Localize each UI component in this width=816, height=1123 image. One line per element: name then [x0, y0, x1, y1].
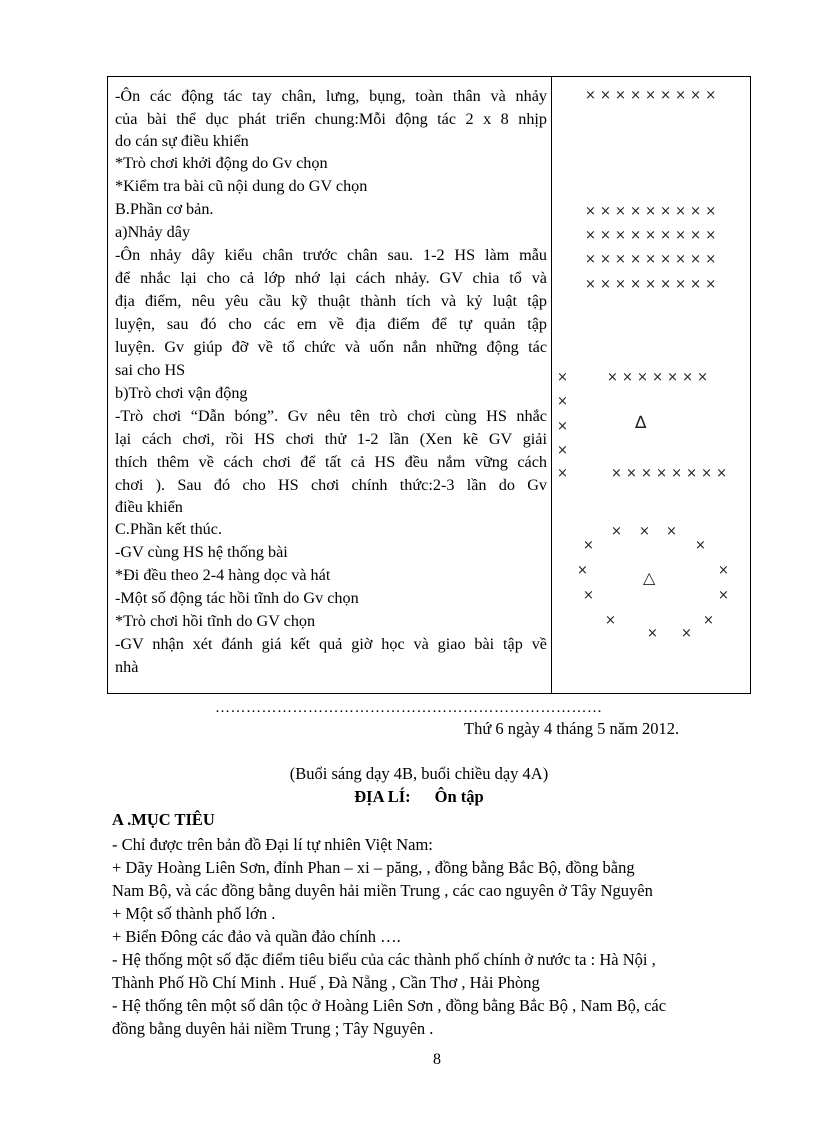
content-line: -Một số động tác hồi tĩnh do Gv chọn — [115, 589, 359, 607]
formation-mark: × — [557, 394, 568, 409]
content-line: lại cách chơi, rồi HS chơi thử 1-2 lần (Xen kẽ GV giải — [115, 430, 547, 448]
lesson-date: Thứ 6 ngày 4 tháng 5 năm 2012. — [464, 719, 680, 738]
content-line: điều khiển — [115, 498, 183, 516]
content-line: để nhắc lại cho cả lớp nhớ lại cách nhảy. GV chia tổ và — [115, 269, 547, 287]
objectives-text — [112, 833, 752, 1040]
content-line: do cán sự điều khiển — [115, 132, 249, 150]
content-line: của bài thể dục phát triển chung:Mỗi động tác 2 x 8 nhịp — [115, 110, 547, 128]
formation-mark: × — [557, 419, 568, 434]
circle-formation-mark: × — [695, 538, 706, 553]
formation-row: × × × × × × × × × — [585, 252, 717, 267]
content-line: -Ôn các động tác tay chân, lưng, bụng, toàn thân và nhảy — [115, 87, 547, 105]
page-number: 8 — [433, 1051, 441, 1068]
circle-formation-mark: × — [577, 563, 588, 578]
formation-row: × × × × × × × × × — [585, 228, 717, 243]
subject-topic: Ôn tập — [434, 787, 484, 806]
formation-row: × × × × × × × × × — [585, 204, 717, 219]
objective-line: Thành Phố Hồ Chí Minh . Huế , Đà Nẵng , Cần Thơ , Hải Phòng — [112, 973, 540, 992]
objective-line: - Hệ thống một số đặc điểm tiêu biểu của các thành phố chính ở nước ta : Hà Nội , — [112, 950, 656, 969]
circle-formation-mark: × — [666, 524, 677, 539]
content-line: sai cho HS — [115, 361, 186, 379]
subject-name: ĐỊA LÍ: — [354, 787, 411, 806]
objective-line: đồng bằng duyên hải niềm Trung ; Tây Nguyên . — [112, 1019, 434, 1038]
content-line: *Đi đều theo 2-4 hàng dọc và hát — [115, 566, 331, 584]
content-line: chơi ). Sau đó cho HS chơi chính thức:2-3 lần do Gv — [115, 476, 547, 494]
formation-row: × × × × × × × — [607, 370, 709, 385]
content-line: *Trò chơi hồi tĩnh do GV chọn — [115, 612, 316, 630]
objective-line: Nam Bộ, và các đồng bằng duyên hải miền Trung , các cao nguyên ở Tây Nguyên — [112, 881, 653, 900]
circle-formation-mark: × — [647, 626, 658, 641]
content-line: b)Trò chơi vận động — [115, 384, 248, 402]
content-line: -Trò chơi “Dẫn bóng”. Gv nêu tên trò chơi cùng HS nhắc — [115, 407, 547, 425]
content-line: a)Nhảy dây — [115, 223, 191, 241]
formation-mark: × — [557, 466, 568, 481]
content-line: -GV nhận xét đánh giá kết quả giờ học và giao bài tập về — [115, 635, 547, 653]
objective-line: + Một số thành phố lớn . — [112, 904, 276, 923]
circle-formation-mark: × — [605, 613, 616, 628]
formation-row: × × × × × × × × — [611, 466, 728, 481]
objective-line: + Biển Đông các đảo và quần đảo chính …. — [112, 927, 401, 946]
lesson-content-column — [115, 85, 547, 679]
objective-line: - Hệ thống tên một số dân tộc ở Hoàng Liên Sơn , đồng bằng Bắc Bộ , Nam Bộ, các — [112, 996, 667, 1015]
content-line: -Ôn nhảy dây kiểu chân trước chân sau. 1-2 HS làm mẫu — [115, 246, 547, 264]
circle-formation-mark: × — [681, 626, 692, 641]
teacher-marker-icon: △ — [643, 568, 656, 587]
content-line: nhà — [115, 658, 139, 676]
formation-mark: × — [557, 370, 568, 385]
circle-formation-mark: × — [703, 613, 714, 628]
circle-formation-mark: × — [718, 563, 729, 578]
teacher-marker-icon: ∆ — [635, 413, 647, 433]
separator-dots: ………………………………………………………………… — [215, 700, 603, 716]
circle-formation-mark: × — [611, 524, 622, 539]
session-note: (Buổi sáng dạy 4B, buổi chiều dạy 4A) — [289, 764, 549, 783]
formation-mark: × — [557, 443, 568, 458]
content-line: *Kiểm tra bài cũ nội dung do GV chọn — [115, 177, 368, 195]
circle-formation-mark: × — [583, 588, 594, 603]
content-line: thích thêm về cách chơi để tất cả HS đều nắm vững cách — [115, 453, 547, 471]
circle-formation-mark: × — [718, 588, 729, 603]
formation-row: × × × × × × × × × — [585, 88, 717, 103]
content-line: *Trò chơi khởi động do Gv chọn — [115, 154, 328, 172]
objective-line: + Dãy Hoàng Liên Sơn, đỉnh Phan – xi – păng, , đồng bằng Bắc Bộ, đồng bằng — [112, 858, 635, 877]
subject-title — [0, 787, 816, 807]
column-divider — [551, 77, 552, 693]
content-line: luyện. Gv giúp đỡ về tổ chức và uốn nắn những động tác — [115, 338, 547, 356]
circle-formation-mark: × — [583, 538, 594, 553]
section-heading: C.Phần kết thúc. — [115, 520, 223, 538]
content-line: -GV cùng HS hệ thống bài — [115, 543, 288, 561]
section-a-heading: A .MỤC TIÊU — [112, 810, 215, 829]
lesson-table — [107, 76, 751, 694]
content-line: địa điểm, nêu yêu cầu kỹ thuật thành tích và kỷ luật tập — [115, 292, 547, 310]
section-heading: B.Phần cơ bản. — [115, 200, 214, 218]
formation-row: × × × × × × × × × — [585, 277, 717, 292]
content-line: luyện, sau đó cho các em về địa điểm để tự quản tập — [115, 315, 547, 333]
objective-line: - Chỉ được trên bản đồ Đại lí tự nhiên Việt Nam: — [112, 835, 433, 854]
circle-formation-mark: × — [639, 524, 650, 539]
